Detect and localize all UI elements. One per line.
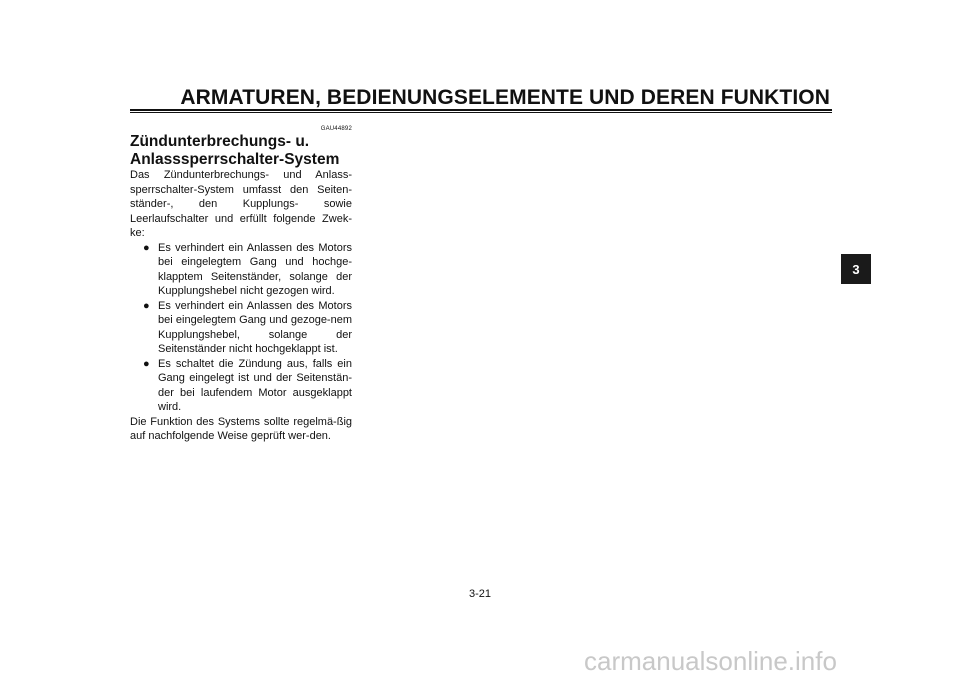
- chapter-tab: 3: [841, 254, 871, 284]
- section-title: [130, 133, 370, 169]
- bullet-list: [130, 241, 352, 415]
- watermark: carmanualsonline.info: [584, 646, 837, 676]
- intro-paragraph: Das Zündunterbrechungs- und Anlass-sperrschalter-System umfasst den Seiten-ständer-, den Kupplungs- sowie Leerlaufschalter und erfüllt folgende Zwek-ke:: [130, 169, 352, 239]
- section-title-line-2: Anlasssperrschalter-System: [130, 151, 340, 168]
- outro-paragraph: Die Funktion des Systems sollte regelmä-ßig auf nachfolgende Weise geprüft wer-den.: [130, 415, 352, 442]
- header-rule-thin: [130, 112, 832, 113]
- list-item: [130, 299, 352, 357]
- section-code: GAU44892: [320, 126, 352, 132]
- bullet-icon: ●: [143, 299, 150, 312]
- header-rule-thick: [130, 109, 832, 111]
- list-item-text: Es verhindert ein Anlassen des Motors bei eingelegtem Gang und hochge-klapptem Seitenständer, solange der Kupplungshebel nicht gezogen wird.: [158, 241, 352, 297]
- section-title-line-1: Zündunterbrechungs- u.: [130, 133, 310, 150]
- list-item: [130, 241, 352, 299]
- chapter-title: ARMATUREN, BEDIENUNGSELEMENTE UND DEREN FUNKTION: [180, 86, 830, 109]
- text-column: [130, 168, 352, 444]
- page-number: 3-21: [468, 588, 492, 600]
- bullet-icon: ●: [143, 241, 150, 254]
- bullet-icon: ●: [143, 357, 150, 370]
- list-item: [130, 357, 352, 415]
- list-item-text: Es schaltet die Zündung aus, falls ein Gang eingelegt ist und der Seitenstän-der bei laufendem Motor ausgeklappt wird.: [158, 357, 352, 413]
- list-item-text: Es verhindert ein Anlassen des Motors bei eingelegtem Gang und gezoge-nem Kupplungshebel, solange der Seitenständer nicht hochgeklappt ist.: [158, 299, 352, 355]
